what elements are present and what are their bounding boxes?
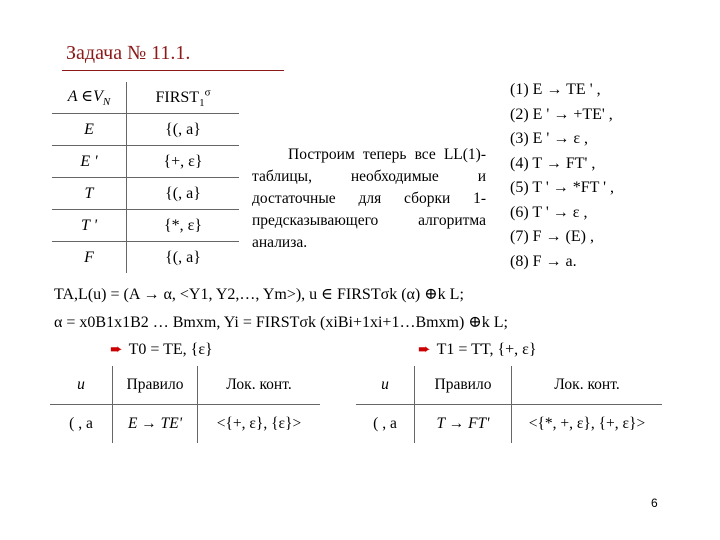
first-table: [52, 82, 239, 273]
title-underline: [62, 70, 284, 71]
grammar-rule: (8) F → a.: [510, 252, 577, 270]
t1-label: T1 = TT, {+, ε}: [436, 341, 537, 358]
ll-cell-rule: T → FT': [415, 405, 512, 444]
explanation-text: Построим теперь все LL(1)-таблицы, необходимые и достаточные для сборки 1-предсказывающего алгоритма анализа.: [252, 146, 486, 251]
ll-header-rule: Правило: [415, 366, 512, 405]
first-header-nonterminal: [52, 82, 127, 114]
formula-line-2: α = x0B1x1B2 … Bmxm, Yi = FIRSTσk (xiBi+1xi+1…Bmxm) ⊕k L;: [54, 314, 508, 331]
first-cell-nonterminal: E ': [52, 146, 127, 178]
first-cell-set: {(, a}: [127, 242, 240, 274]
ll-header-u: u: [356, 366, 415, 405]
page-number: 6: [651, 496, 658, 510]
ll-table-t1: [356, 366, 662, 443]
grammar-rule: (5) T ' → *FT ' ,: [510, 179, 614, 196]
first-cell-nonterminal: T ': [52, 210, 127, 242]
grammar-rule: (6) T ' → ε ,: [510, 203, 588, 221]
first-table-row: [52, 146, 239, 178]
ll-table-t0: [50, 366, 320, 443]
t0-heading: [110, 340, 213, 359]
grammar-rules: [510, 78, 614, 274]
arrow-right-icon: ➨: [418, 342, 431, 358]
first-table-row: [52, 178, 239, 210]
first-cell-nonterminal: T: [52, 178, 127, 210]
grammar-rule: (1) E → TE ' ,: [510, 81, 601, 98]
slide-title: Задача № 11.1.: [66, 42, 191, 64]
grammar-rule: (7) F → (E) ,: [510, 228, 594, 245]
ll-cell-u: ( , a: [50, 405, 113, 444]
table-row: [356, 405, 662, 444]
ll-cell-context: <{*, +, ε}, {+, ε}>: [512, 405, 663, 444]
table-row: [50, 405, 320, 444]
grammar-rule: (2) E ' → +TE' ,: [510, 105, 613, 123]
t1-heading: [418, 340, 537, 359]
ll-header-context: Лок. конт.: [198, 366, 321, 405]
grammar-rule: (3) E ' → ε ,: [510, 130, 589, 147]
ll-table-header: [50, 366, 320, 405]
grammar-rule: (4) T → FT' ,: [510, 154, 596, 172]
ll-table-header: [356, 366, 662, 405]
first-cell-set: {(, a}: [127, 178, 240, 210]
first-table-row: [52, 210, 239, 242]
ll-cell-rule: E → TE': [113, 405, 198, 444]
ll-cell-u: ( , a: [356, 405, 415, 444]
first-cell-set: {(, a}: [127, 114, 240, 146]
first-cell-set: {+, ε}: [127, 146, 240, 178]
ll-header-u: u: [50, 366, 113, 405]
explanation-paragraph: [252, 144, 486, 254]
arrow-right-icon: ➨: [110, 342, 123, 358]
t0-label: T0 = TE, {ε}: [128, 341, 213, 358]
formula-line-1: TA,L(u) = (A → α, <Y1, Y2,…, Ym>), u ∈ FIRSTσk (α) ⊕k L;: [54, 286, 464, 303]
first-header-nonterminal-text: A $\in V_N$: [67, 88, 111, 109]
first-header-first: [127, 82, 240, 114]
ll-header-context: Лок. конт.: [512, 366, 663, 405]
first-cell-nonterminal: E: [52, 114, 127, 146]
ll-header-rule: Правило: [113, 366, 198, 405]
first-table-row: [52, 242, 239, 274]
first-table-row: [52, 114, 239, 146]
ll-cell-context: <{+, ε}, {ε}>: [198, 405, 321, 444]
first-cell-set: {*, ε}: [127, 210, 240, 242]
first-table-header: [52, 82, 239, 114]
first-cell-nonterminal: F: [52, 242, 127, 274]
first-header-first-text: $FIRST_1^\sigma$: [155, 86, 211, 109]
